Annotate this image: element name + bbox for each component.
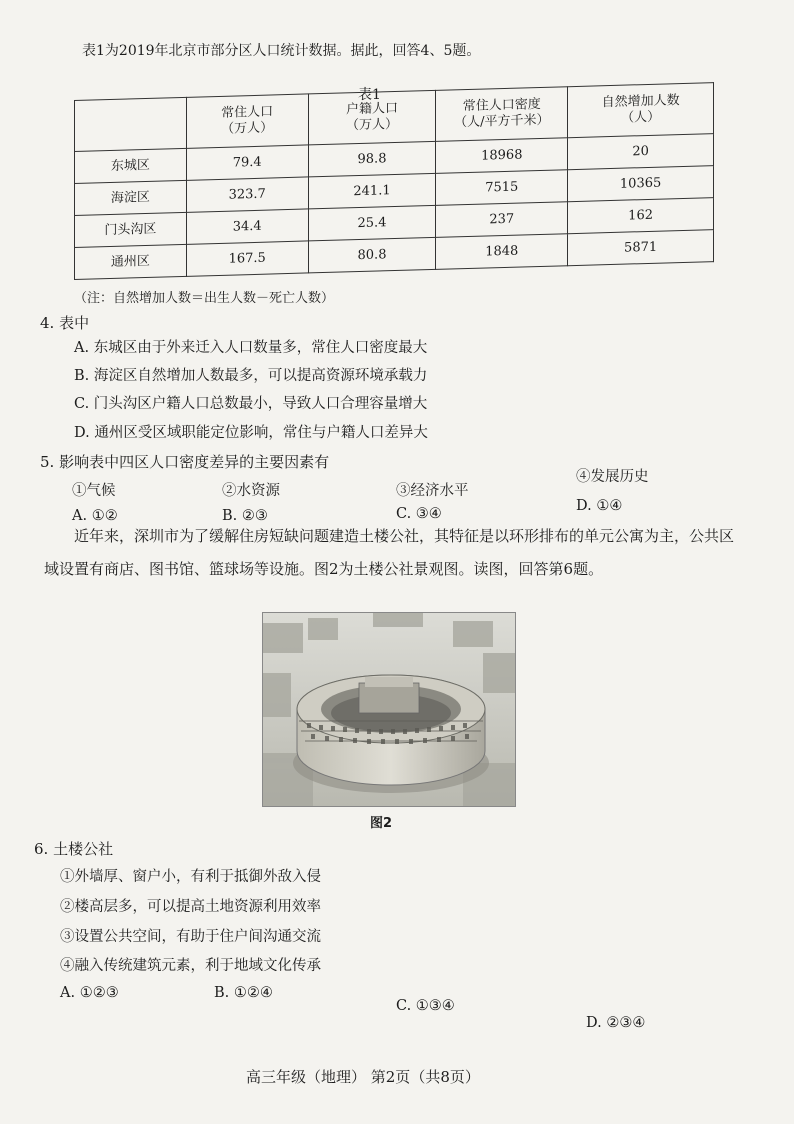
table-cell: 7515	[436, 170, 568, 206]
table-cell: 98.8	[308, 141, 436, 177]
table-cell: 34.4	[186, 209, 308, 244]
q4-stem: 4. 表中	[40, 314, 90, 332]
table-cell: 80.8	[308, 237, 436, 273]
district-name: 门头沟区	[75, 212, 187, 247]
q6-stem: 6. 土楼公社	[34, 840, 114, 858]
header-cell	[75, 97, 187, 151]
table-cell: 323.7	[186, 177, 308, 212]
q6-item-2: ②楼高层多，可以提高土地资源利用效率	[60, 899, 321, 915]
q5-item-4: ④发展历史	[576, 469, 649, 485]
header-cell: 自然增加人数 （人）	[568, 83, 714, 138]
q6-item-4: ④融入传统建筑元素，利于地域文化传承	[60, 958, 321, 974]
q5-option-a: A. ①②	[72, 508, 118, 524]
population-table	[74, 82, 714, 280]
table-cell: 241.1	[308, 173, 436, 209]
q6-option-d: D. ②③④	[586, 1015, 646, 1031]
district-name: 通州区	[75, 244, 187, 279]
table-cell: 25.4	[308, 205, 436, 241]
tulou-illustration	[263, 613, 515, 806]
district-name: 海淀区	[75, 180, 187, 215]
header-cell: 常住人口密度 （人/平方千米）	[436, 87, 568, 142]
table-cell: 18968	[436, 138, 568, 174]
q5-option-c: C. ③④	[396, 506, 442, 522]
q6-option-a: A. ①②③	[60, 985, 119, 1001]
header-cell: 户籍人口 （万人）	[308, 90, 436, 145]
figure-caption: 图2	[370, 816, 393, 831]
q5-item-3: ③经济水平	[396, 483, 469, 499]
header-cell: 常住人口 （万人）	[186, 94, 308, 148]
q4-option-a: A. 东城区由于外来迁入人口数量多，常住人口密度最大	[74, 340, 428, 356]
q5-item-1: ①气候	[72, 483, 116, 499]
table-cell: 10365	[568, 166, 714, 202]
table-caption: 表1	[358, 87, 381, 103]
district-name: 东城区	[75, 148, 187, 183]
q5-item-2: ②水资源	[222, 483, 280, 499]
q6-item-3: ③设置公共空间，有助于住户间沟通交流	[60, 929, 321, 945]
q6-item-1: ①外墙厚、窗户小，有利于抵御外敌入侵	[60, 869, 321, 885]
q5-option-b: B. ②③	[222, 508, 268, 524]
q4-option-b: B. 海淀区自然增加人数最多，可以提高资源环境承载力	[74, 368, 428, 384]
q5-stem: 5. 影响表中四区人口密度差异的主要因素有	[40, 453, 330, 471]
table-cell: 5871	[568, 230, 714, 266]
table-cell: 162	[568, 198, 714, 234]
table-cell: 237	[436, 202, 568, 238]
passage-text: 近年来，深圳市为了缓解住房短缺问题建造土楼公社，其特征是以环形排布的单元公寓为主，公共区域设置有商店、图书馆、篮球场等设施。图2为土楼公社景观图。读图，回答第6题。	[44, 527, 735, 578]
table-note: （注：自然增加人数＝出生人数－死亡人数）	[74, 291, 335, 306]
tulou-photo	[262, 612, 516, 807]
q5-option-d: D. ①④	[576, 498, 623, 514]
table-cell: 20	[568, 134, 714, 170]
q4-option-d: D. 通州区受区域职能定位影响，常住与户籍人口差异大	[74, 425, 428, 441]
page-footer: 高三年级（地理） 第2页（共8页）	[246, 1068, 480, 1086]
q4-option-c: C. 门头沟区户籍人口总数最小，导致人口合理容量增大	[74, 396, 428, 412]
intro-text: 表1为2019年北京市部分区人口统计数据。据此，回答4、5题。	[82, 43, 481, 59]
table-cell: 79.4	[186, 145, 308, 180]
q6-option-b: B. ①②④	[214, 985, 273, 1001]
table-cell: 1848	[436, 234, 568, 270]
table-cell: 167.5	[186, 241, 308, 276]
q6-option-c: C. ①③④	[396, 998, 455, 1014]
